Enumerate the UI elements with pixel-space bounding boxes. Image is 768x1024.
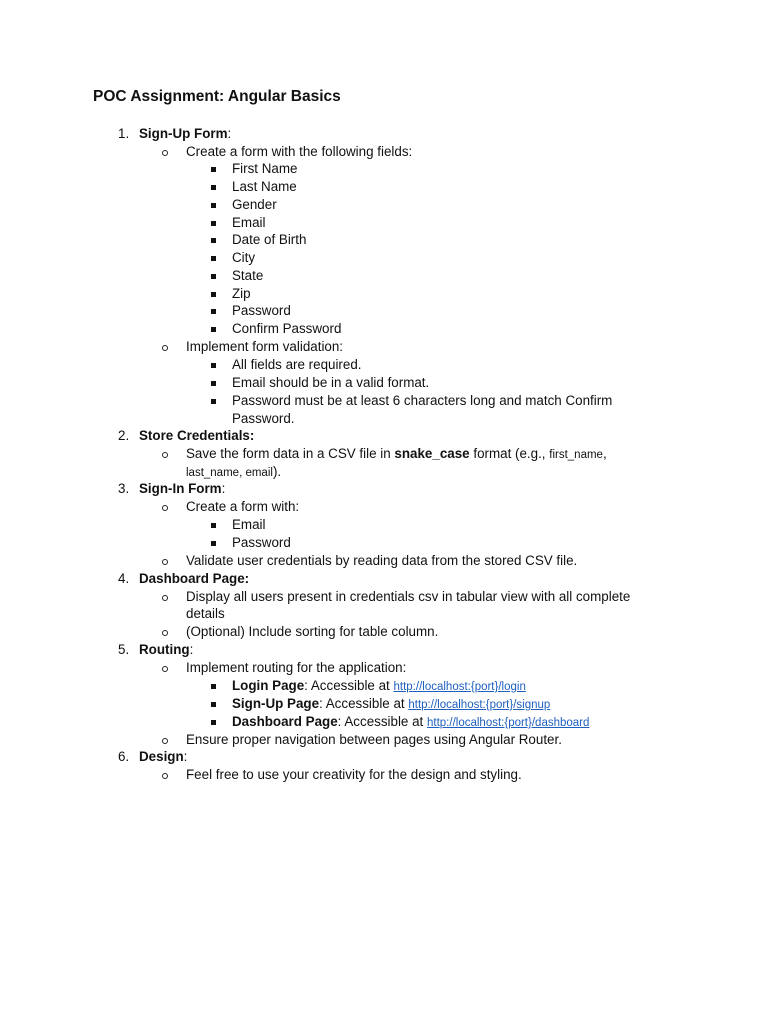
circle-bullet-icon xyxy=(162,666,168,672)
circle-bullet-icon xyxy=(162,452,168,458)
list-item: (Optional) Include sorting for table column. xyxy=(186,624,439,639)
route-name: Login Page xyxy=(232,678,305,693)
dashboard-url-link[interactable]: http://localhost:{port}/dashboard xyxy=(427,717,590,729)
circle-bullet-icon xyxy=(162,630,168,636)
list-item: Email xyxy=(232,517,266,532)
list-item-continuation xyxy=(186,463,281,481)
heading-text: Dashboard Page: xyxy=(139,571,250,586)
text: : Accessible at xyxy=(337,714,427,729)
list-item: Feel free to use your creativity for the design and styling. xyxy=(186,767,522,782)
square-bullet-icon xyxy=(211,541,216,546)
route-item-login xyxy=(232,677,526,695)
section-heading-dashboard xyxy=(139,570,249,588)
text: format (e.g., xyxy=(469,446,550,461)
text: , xyxy=(239,467,246,479)
text: ). xyxy=(272,464,282,479)
section-heading-signup xyxy=(139,125,231,143)
square-bullet-icon xyxy=(211,292,216,297)
list-item: Email should be in a valid format. xyxy=(232,375,430,390)
signup-url-link[interactable]: http://localhost:{port}/signup xyxy=(408,699,551,711)
list-item: City xyxy=(232,250,256,265)
list-item: Confirm Password xyxy=(232,321,342,336)
square-bullet-icon xyxy=(211,363,216,368)
list-item: Validate user credentials by reading data from the stored CSV file. xyxy=(186,553,578,568)
list-item: Last Name xyxy=(232,179,297,194)
list-item: Email xyxy=(232,215,266,230)
list-item: Date of Birth xyxy=(232,232,307,247)
section-number: 1. xyxy=(118,126,130,141)
example-text: last_name xyxy=(186,467,240,479)
square-bullet-icon xyxy=(211,309,216,314)
list-item xyxy=(186,445,607,463)
square-bullet-icon xyxy=(211,203,216,208)
square-bullet-icon xyxy=(211,399,216,404)
route-name: Sign-Up Page xyxy=(232,696,320,711)
square-bullet-icon xyxy=(211,327,216,332)
list-item: Create a form with the following fields: xyxy=(186,144,413,159)
list-item: Zip xyxy=(232,286,251,301)
bold-text: snake_case xyxy=(394,446,470,461)
circle-bullet-icon xyxy=(162,738,168,744)
list-item: Implement routing for the application: xyxy=(186,660,407,675)
square-bullet-icon xyxy=(211,221,216,226)
route-item-signup xyxy=(232,695,550,713)
route-name: Dashboard Page xyxy=(232,714,338,729)
list-item: Implement form validation: xyxy=(186,339,344,354)
list-item-continuation: Password. xyxy=(232,411,295,426)
section-number: 5. xyxy=(118,642,130,657)
heading-suffix: : xyxy=(189,642,194,657)
square-bullet-icon xyxy=(211,274,216,279)
square-bullet-icon xyxy=(211,381,216,386)
heading-text: Store Credentials: xyxy=(139,428,255,443)
heading-suffix: : xyxy=(227,126,232,141)
heading-text: Design xyxy=(139,749,184,764)
circle-bullet-icon xyxy=(162,773,168,779)
heading-suffix: : xyxy=(183,749,188,764)
text: : Accessible at xyxy=(319,696,409,711)
list-item: Password xyxy=(232,303,291,318)
list-item: Password xyxy=(232,535,291,550)
square-bullet-icon xyxy=(211,684,216,689)
square-bullet-icon xyxy=(211,523,216,528)
section-number: 6. xyxy=(118,749,130,764)
square-bullet-icon xyxy=(211,167,216,172)
example-text: first_name xyxy=(549,449,603,461)
text: Save the form data in a CSV file in xyxy=(186,446,395,461)
list-item: Display all users present in credentials csv in tabular view with all complete xyxy=(186,589,631,604)
list-item-continuation: details xyxy=(186,606,225,621)
section-heading-store xyxy=(139,427,254,445)
circle-bullet-icon xyxy=(162,595,168,601)
text: : Accessible at xyxy=(304,678,394,693)
list-item: Ensure proper navigation between pages using Angular Router. xyxy=(186,732,562,747)
circle-bullet-icon xyxy=(162,150,168,156)
section-heading-routing xyxy=(139,641,193,659)
list-item: All fields are required. xyxy=(232,357,362,372)
list-item: First Name xyxy=(232,161,298,176)
route-item-dashboard xyxy=(232,713,589,731)
section-number: 4. xyxy=(118,571,130,586)
square-bullet-icon xyxy=(211,185,216,190)
square-bullet-icon xyxy=(211,256,216,261)
square-bullet-icon xyxy=(211,702,216,707)
list-item: Create a form with: xyxy=(186,499,300,514)
document-title: POC Assignment: Angular Basics xyxy=(93,88,341,105)
square-bullet-icon xyxy=(211,720,216,725)
section-number: 2. xyxy=(118,428,130,443)
square-bullet-icon xyxy=(211,238,216,243)
circle-bullet-icon xyxy=(162,505,168,511)
section-heading-design xyxy=(139,748,187,766)
list-item: Password must be at least 6 characters long and match Confirm xyxy=(232,393,613,408)
list-item: Gender xyxy=(232,197,277,212)
heading-text: Sign-In Form xyxy=(139,481,222,496)
login-url-link[interactable]: http://localhost:{port}/login xyxy=(393,681,526,693)
heading-suffix: : xyxy=(221,481,226,496)
list-item: State xyxy=(232,268,264,283)
circle-bullet-icon xyxy=(162,345,168,351)
section-number: 3. xyxy=(118,481,130,496)
circle-bullet-icon xyxy=(162,559,168,565)
heading-text: Sign-Up Form xyxy=(139,126,228,141)
text: , xyxy=(602,446,607,461)
heading-text: Routing xyxy=(139,642,190,657)
example-text: email xyxy=(245,467,273,479)
section-heading-signin xyxy=(139,480,225,498)
